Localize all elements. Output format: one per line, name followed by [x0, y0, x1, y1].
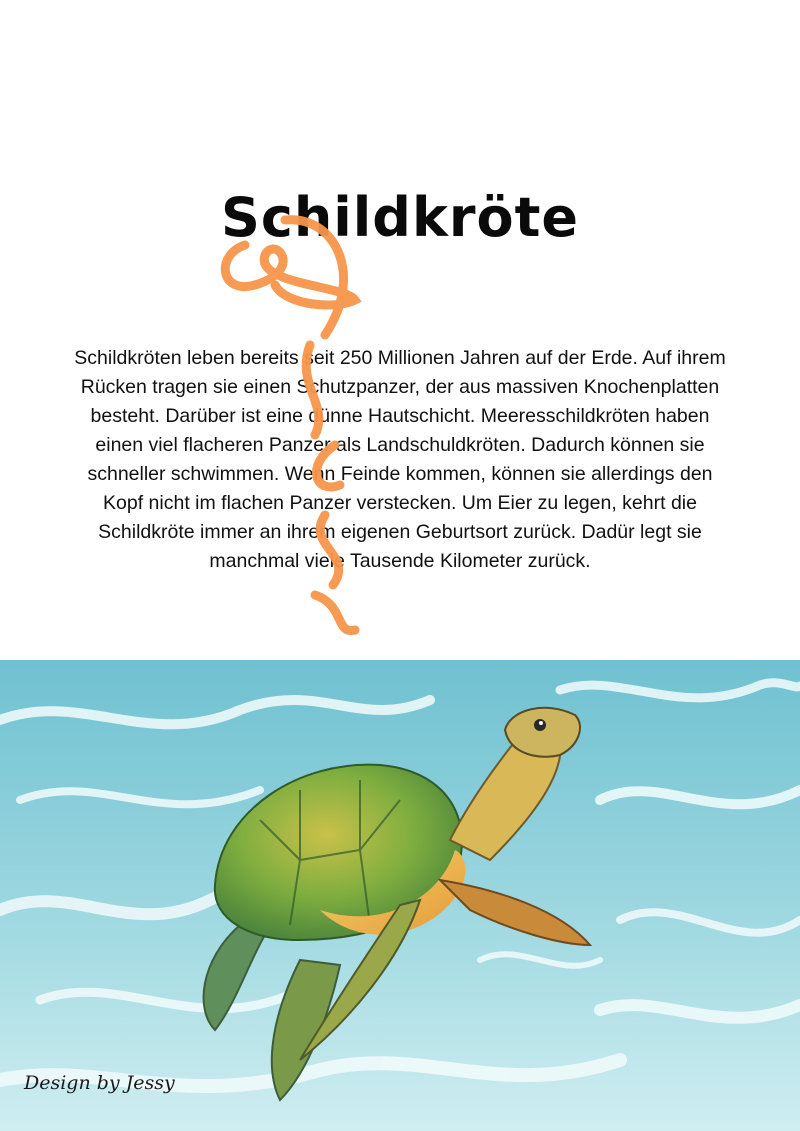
page-title: Schildkröte — [220, 186, 580, 250]
sea-turtle-illustration — [0, 660, 800, 1131]
body-text: Schildkröten leben bereits seit 250 Millionen Jahren auf der Erde. Auf ihrem Rücken tragen sie einen Schutzpanzer, der aus massiven Knochenplatten besteht. Darüber ist eine dünne Hautschicht. Meeresschildkröten haben einen viel flacheren Panzer als Landschuldkröten. Dadurch können sie schneller schwimmen. Wenn Feinde kommen, können sie allerdings den Kopf nicht im flachen Panzer verstecken. Um Eier zu legen, kehrt die Schildkröte immer an ihrem eigenen Geburtsort zurück. Dadür legt sie manchmal viele Tausende Kilometer zurück. — [74, 347, 726, 572]
signature: Design by Jessy — [24, 1072, 175, 1094]
